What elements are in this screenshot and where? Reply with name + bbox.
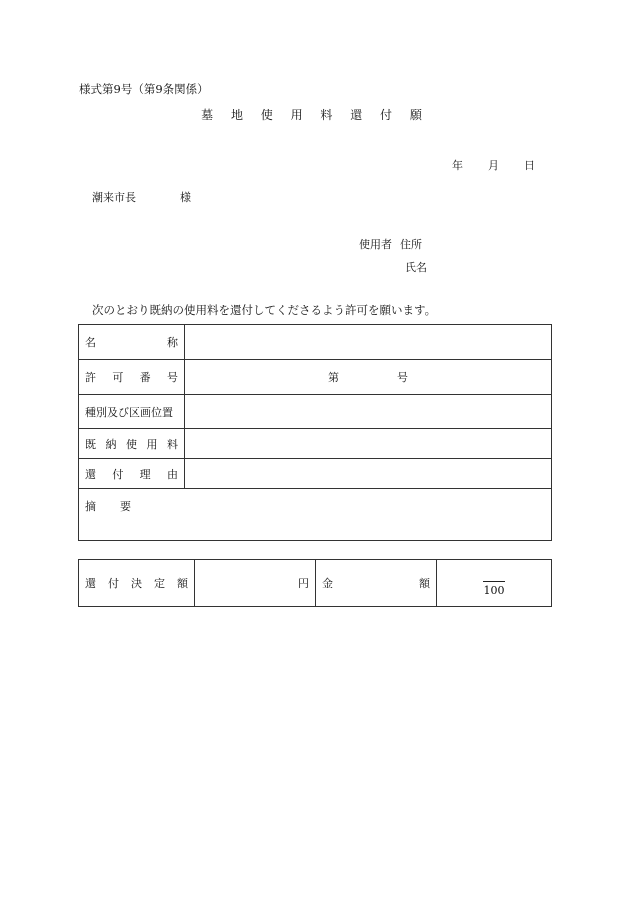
yen-label: 円: [298, 577, 309, 590]
form-number: 様式第9号（第9条関係）: [79, 82, 209, 96]
label-char: 可: [112, 371, 124, 384]
fraction-denominator: 100: [483, 584, 505, 597]
label-char: 用: [146, 437, 158, 451]
label-char: 既: [85, 437, 96, 451]
table-row: [79, 360, 552, 395]
permit-number-value-cell[interactable]: [185, 360, 552, 395]
name-label-a: 名: [85, 336, 96, 349]
date-month: 月: [488, 159, 499, 172]
remarks-label-b: 要: [120, 500, 131, 513]
applicant-label: 使用者: [359, 238, 392, 251]
label-char: 料: [167, 437, 178, 451]
label-char: 許: [85, 371, 96, 384]
table-row: [79, 429, 552, 459]
table-row: [79, 395, 552, 429]
label-char: 納: [105, 437, 117, 451]
refund-reason-value-cell[interactable]: [185, 459, 552, 489]
address-label: 住所: [400, 238, 422, 251]
permit-suffix: 号: [397, 371, 408, 384]
label-char: 還: [85, 577, 96, 590]
name-value-cell[interactable]: [185, 325, 552, 360]
label-char: 番: [139, 371, 151, 384]
amount-label-b: 額: [419, 577, 430, 590]
addressee: [92, 189, 191, 205]
label-char: 付: [112, 467, 124, 481]
applicant-name-label: 氏名: [405, 261, 427, 274]
intro-text: 次のとおり既納の使用料を還付してくださるよう許可を願います。: [92, 303, 437, 317]
label-char: 決: [131, 577, 142, 590]
label-char: 由: [166, 467, 178, 481]
label-char: 付: [108, 577, 119, 590]
remarks-cell[interactable]: [79, 489, 552, 541]
table-row: [79, 459, 552, 489]
label-char: 額: [177, 577, 188, 590]
table-row: [79, 325, 552, 360]
applicant-address: [359, 236, 422, 252]
refund-decision-table: [78, 559, 552, 607]
document-title: 墓 地 使 用 料 還 付 願: [201, 108, 429, 122]
label-char: 理: [139, 467, 151, 481]
refund-reason-label-cell: [79, 459, 185, 489]
name-label-b: 称: [167, 336, 178, 349]
date-line: [452, 157, 535, 173]
amount-value-cell[interactable]: [437, 560, 552, 607]
refund-amount-cell[interactable]: [195, 560, 316, 607]
addressee-honorific: 様: [180, 191, 191, 204]
permit-prefix: 第: [328, 371, 339, 384]
label-char: 還: [85, 467, 96, 481]
table-row: [79, 489, 552, 541]
fraction: [483, 581, 505, 597]
table-row: [79, 560, 552, 607]
label-char: 使: [126, 437, 137, 451]
label-char: 定: [154, 577, 165, 590]
refund-decision-label-cell: [79, 560, 195, 607]
location-value-cell[interactable]: [185, 395, 552, 429]
fraction-line: [483, 581, 505, 582]
name-label-cell: [79, 325, 185, 360]
date-year: 年: [452, 159, 463, 172]
application-table: [78, 324, 552, 541]
addressee-name: 潮来市長: [92, 191, 136, 204]
location-label: 種別及び区画位置: [85, 405, 173, 419]
permit-number-label-cell: [79, 360, 185, 395]
remarks-label-a: 摘: [85, 500, 96, 513]
date-day: 日: [524, 159, 535, 172]
amount-label-cell: [316, 560, 437, 607]
location-label-cell: [79, 395, 185, 429]
amount-label-a: 金: [322, 577, 333, 590]
paid-fee-label-cell: [79, 429, 185, 459]
label-char: 号: [166, 371, 178, 384]
paid-fee-value-cell[interactable]: [185, 429, 552, 459]
